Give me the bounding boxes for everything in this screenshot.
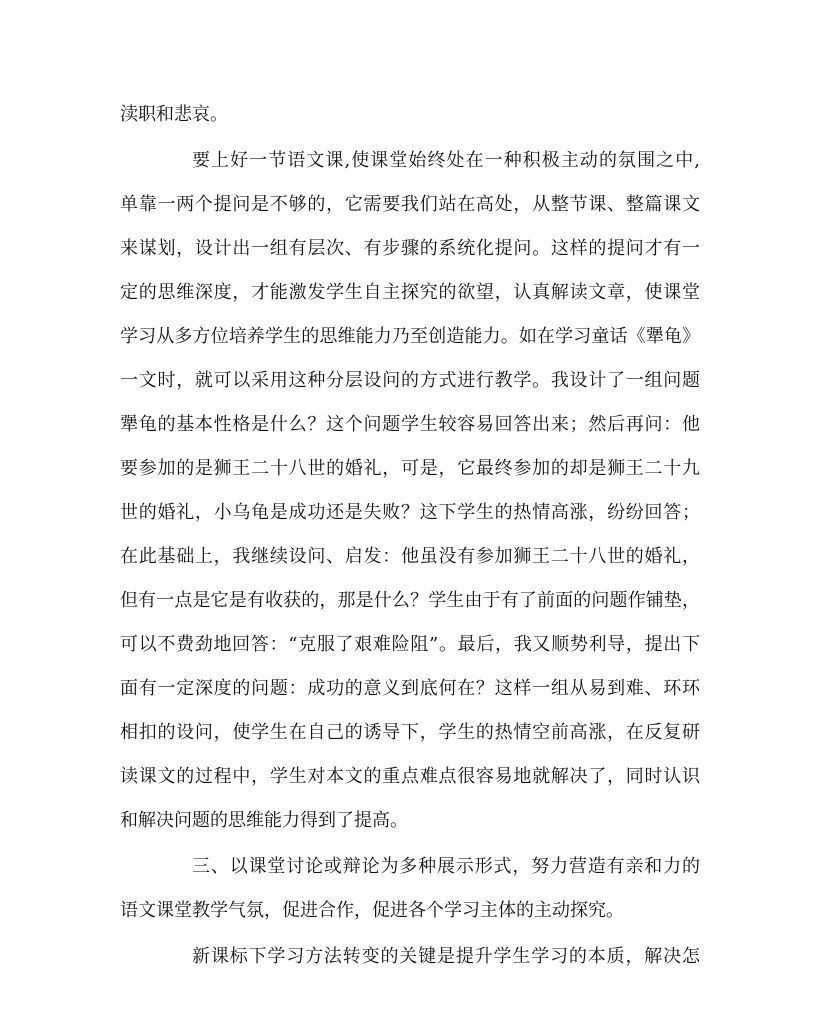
text-line: 渎职和悲哀。: [120, 104, 228, 125]
section-heading-line: 语文课堂教学气氛，促进合作，促进各个学习主体的主动探究。: [120, 900, 624, 921]
text-line: 定的思维深度，才能激发学生自主探究的欲望，认真解读文章，使课堂: [120, 282, 700, 303]
text-line: 要参加的是狮王二十八世的婚礼，可是，它最终参加的却是狮王二十九: [120, 458, 700, 479]
text-line: 要上好一节语文课,使课堂始终处在一种积极主动的氛围之中,: [192, 150, 700, 171]
section-heading-line: 三、以课堂讨论或辩论为多种展示形式，努力营造有亲和力的: [192, 856, 700, 877]
text-line: 相扣的设问，使学生在自己的诱导下，学生的热情空前高涨，在反复研: [120, 722, 700, 743]
text-line: 新课标下学习方法转变的关键是提升学生学习的本质，解决怎: [192, 946, 700, 967]
text-line: 来谋划，设计出一组有层次、有步骤的系统化提问。这样的提问才有一: [120, 238, 700, 259]
text-line: 面有一定深度的问题：成功的意义到底何在？这样一组从易到难、环环: [120, 678, 700, 699]
text-line: 单靠一两个提问是不够的，它需要我们站在高处，从整节课、整篇课文: [120, 194, 700, 215]
text-line: 读课文的过程中，学生对本文的重点难点很容易地就解决了，同时认识: [120, 766, 700, 787]
text-line: 犟龟的基本性格是什么？这个问题学生较容易回答出来；然后再问：他: [120, 414, 700, 435]
text-line: 世的婚礼，小乌龟是成功还是失败？这下学生的热情高涨，纷纷回答；: [120, 502, 700, 523]
text-line: 可以不费劲地回答：“克服了艰难险阻”。最后，我又顺势利导，提出下: [120, 634, 700, 655]
text-line: 在此基础上，我继续设问、启发：他虽没有参加狮王二十八世的婚礼，: [120, 546, 700, 567]
text-line: 但有一点是它是有收获的，那是什么？学生由于有了前面的问题作铺垫，: [120, 590, 700, 611]
text-line: 一文时，就可以采用这种分层设问的方式进行教学。我设计了一组问题: [120, 370, 700, 391]
text-line: 和解决问题的思维能力得到了提高。: [120, 810, 408, 831]
text-line: 学习从多方位培养学生的思维能力乃至创造能力。如在学习童话《犟龟》: [120, 326, 700, 347]
